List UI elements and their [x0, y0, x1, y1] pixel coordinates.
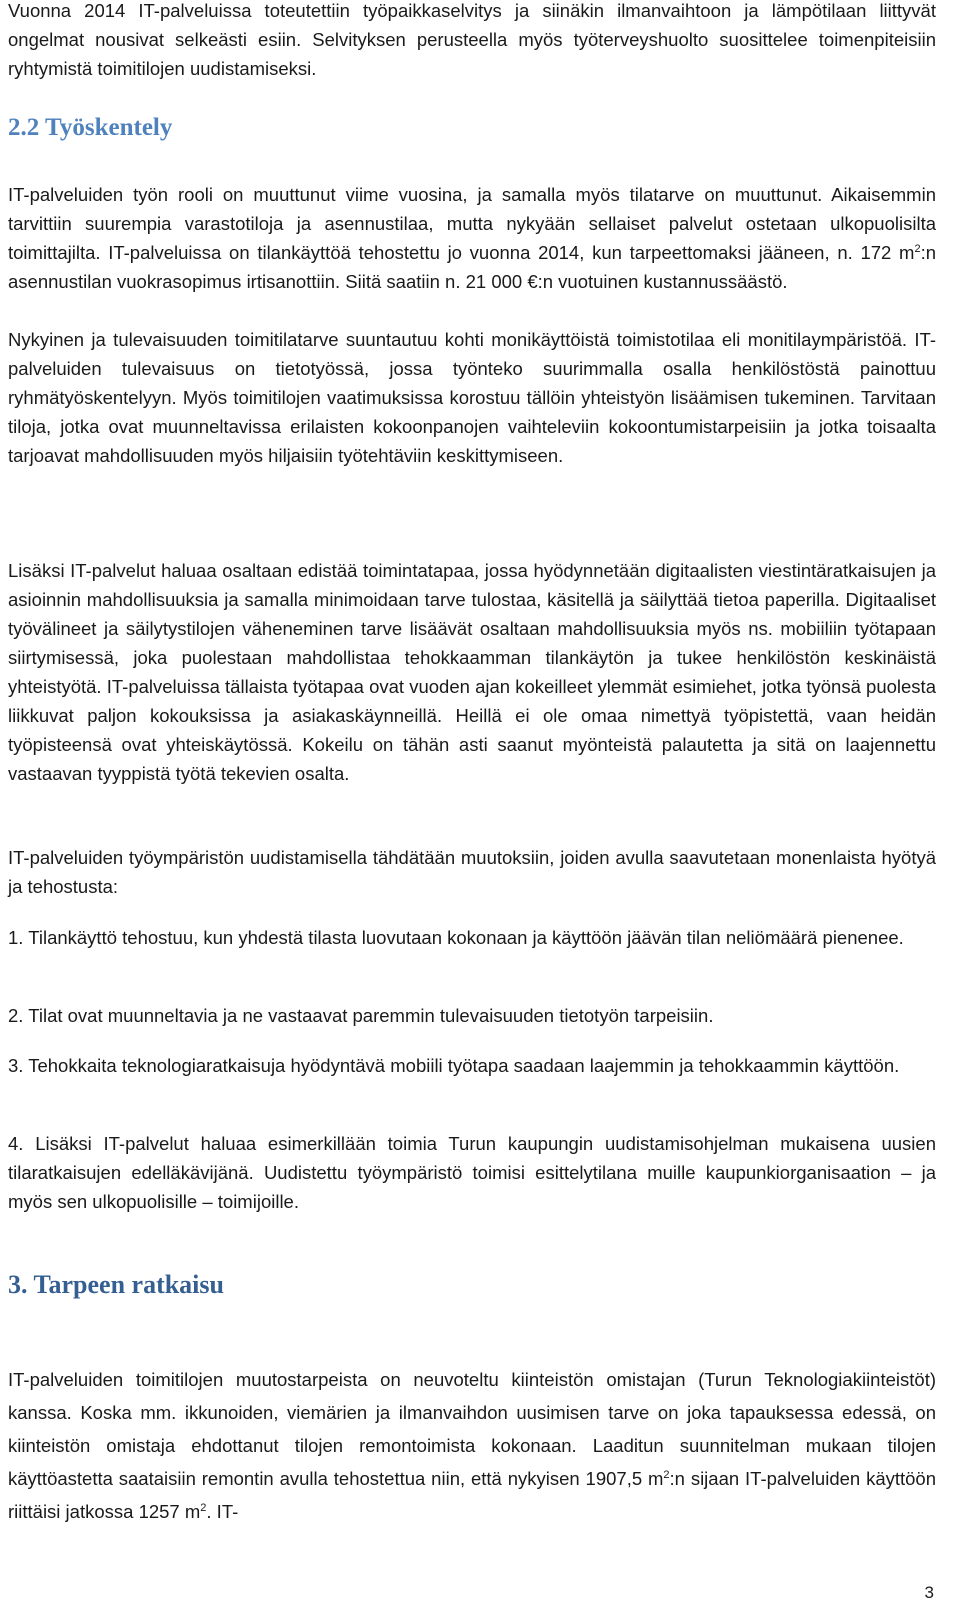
- paragraph-workplace-survey: Vuonna 2014 IT-palveluissa toteutettiin työpaikkaselvitys ja siinäkin ilmanvaihtoon ja lämpötilaan liittyvät ongelmat nousivat selkeästi esiin. Selvityksen perusteella myös työterveyshuolto suosittelee toimenpiteisiin ryhtymistä toimitilojen uudistamiseksi.: [8, 0, 936, 79]
- paragraph-solution: [8, 1363, 936, 1528]
- paragraph-work-role-text: IT-palveluiden työn rooli on muuttunut viime vuosina, ja samalla myös tilatarve on muuttunut. Aikaisemmin tarvittiin suurempia varastotiloja ja asennustilaa, mutta nykyään sellaiset palvelut ostetaan ulkopuolisilta toimittajilta. IT-palveluissa on tilankäyttöä tehostettu jo vuonna 2014, kun tarpeettomaksi jääneen, n. 172 m: [8, 184, 936, 263]
- paragraph-digital: Lisäksi IT-palvelut haluaa osaltaan edistää toimintatapaa, jossa hyödynnetään digitaalisten viestintäratkaisujen ja asioinnin mahdollisuuksia ja samalla minimoidaan tarve tulostaa, käsitellä ja säilyttää tietoa paperilla. Digitaaliset työvälineet ja säilytystilojen väheneminen tarve lisäävät osaltaan mahdollisuuksia myös ns. mobiiliin työtapaan siirtymisessä, joka puolestaan mahdollistaa tehokkaamman tilankäytön ja tukee henkilöstön keskinäistä yhteistyötä. IT-palveluissa tällaista työtapaa ovat vuoden ajan kokeilleet ylemmät esimiehet, jotka työnsä puolesta liikkuvat paljon kokouksissa ja asiakaskäynneillä. Heillä ei ole omaa nimettyä työpistettä, vaan heidän työpisteensä ovat yhteiskäytössä. Kokeilu on tähän asti saanut myönteistä palautetta ja sitä on laajennettu vastaavan tyyppistä työtä tekevien osalta.: [8, 560, 936, 784]
- list-item-2: 2. Tilat ovat muunneltavia ja ne vastaavat paremmin tulevaisuuden tietotyön tarpeisiin.: [8, 1005, 714, 1026]
- section-heading-2-2: 2.2 Työskentely: [8, 114, 173, 141]
- superscript-2: 2: [914, 242, 921, 255]
- list-item-1: 1. Tilankäyttö tehostuu, kun yhdestä tilasta luovutaan kokonaan ja käyttöön jäävän tilan neliömäärä pienenee.: [8, 927, 904, 948]
- paragraph-solution-mid: :n sijaan IT-palveluiden käyttöön riittäisi jatkossa 1257 m: [8, 1468, 936, 1522]
- paragraph-renewal: IT-palveluiden työympäristön uudistamisella tähdätään muutoksiin, joiden avulla saavutetaan monenlaista hyötyä ja tehostusta:: [8, 847, 936, 897]
- list-item-4: 4. Lisäksi IT-palvelut haluaa esimerkillään toimia Turun kaupungin uudistamisohjelman mukaisena uusien tilaratkaisujen edelläkävijänä. Uudistettu työympäristö toimisi esittelytilana muille kaupunkiorganisaation – ja myös sen ulkopuolisille – toimijoille.: [8, 1133, 936, 1212]
- paragraph-work-role: [8, 180, 936, 296]
- paragraph-solution-end: . IT-: [206, 1501, 239, 1522]
- paragraph-space-need: Nykyinen ja tulevaisuuden toimitilatarve suuntautuu kohti monikäyttöistä toimistotilaa eli monitilaympäristöä. IT-palveluiden tulevaisuus on tietotyössä, jossa työnteko suurimmalla osalla henkilöstöstä painottuu ryhmätyöskentelyyn. Myös toimitilojen vaatimuksissa korostuu tällöin yhteistyön lisäämisen tukeminen. Tarvitaan tiloja, jotka ovat muunneltavissa erilaisten kokoonpanojen vaihteleviin kokoontumistarpeisiin ja jotka toisaalta tarjoavat mahdollisuuden myös hiljaisiin työtehtäviin keskittymiseen.: [8, 329, 936, 466]
- section-heading-3: 3. Tarpeen ratkaisu: [8, 1270, 224, 1299]
- superscript-2: 2: [200, 1501, 207, 1514]
- paragraph-solution-text: IT-palveluiden toimitilojen muutostarpeista on neuvoteltu kiinteistön omistajan (Turun Teknologiakiinteistöt) kanssa. Koska mm. ikkunoiden, viemärien ja ilmanvaihdon uusimisen tarve on joka tapauksessa edessä, on kiinteistön omistaja ehdottanut tilojen remontoimista kokonaan. Laaditun suunnitelman mukaan tilojen käyttöastetta saataisiin remontin avulla tehostettua niin, että nykyisen 1907,5 m: [8, 1369, 936, 1489]
- paragraph-work-role-end: :n asennustilan vuokrasopimus irtisanottiin. Siitä saatiin n. 21 000 €:n vuotuinen kustannussäästö.: [8, 242, 936, 292]
- superscript-2: 2: [663, 1468, 670, 1481]
- list-item-3: 3. Tehokkaita teknologiaratkaisuja hyödyntävä mobiili työtapa saadaan laajemmin ja tehokkaammin käyttöön.: [8, 1055, 900, 1076]
- page-number: 3: [924, 1583, 934, 1602]
